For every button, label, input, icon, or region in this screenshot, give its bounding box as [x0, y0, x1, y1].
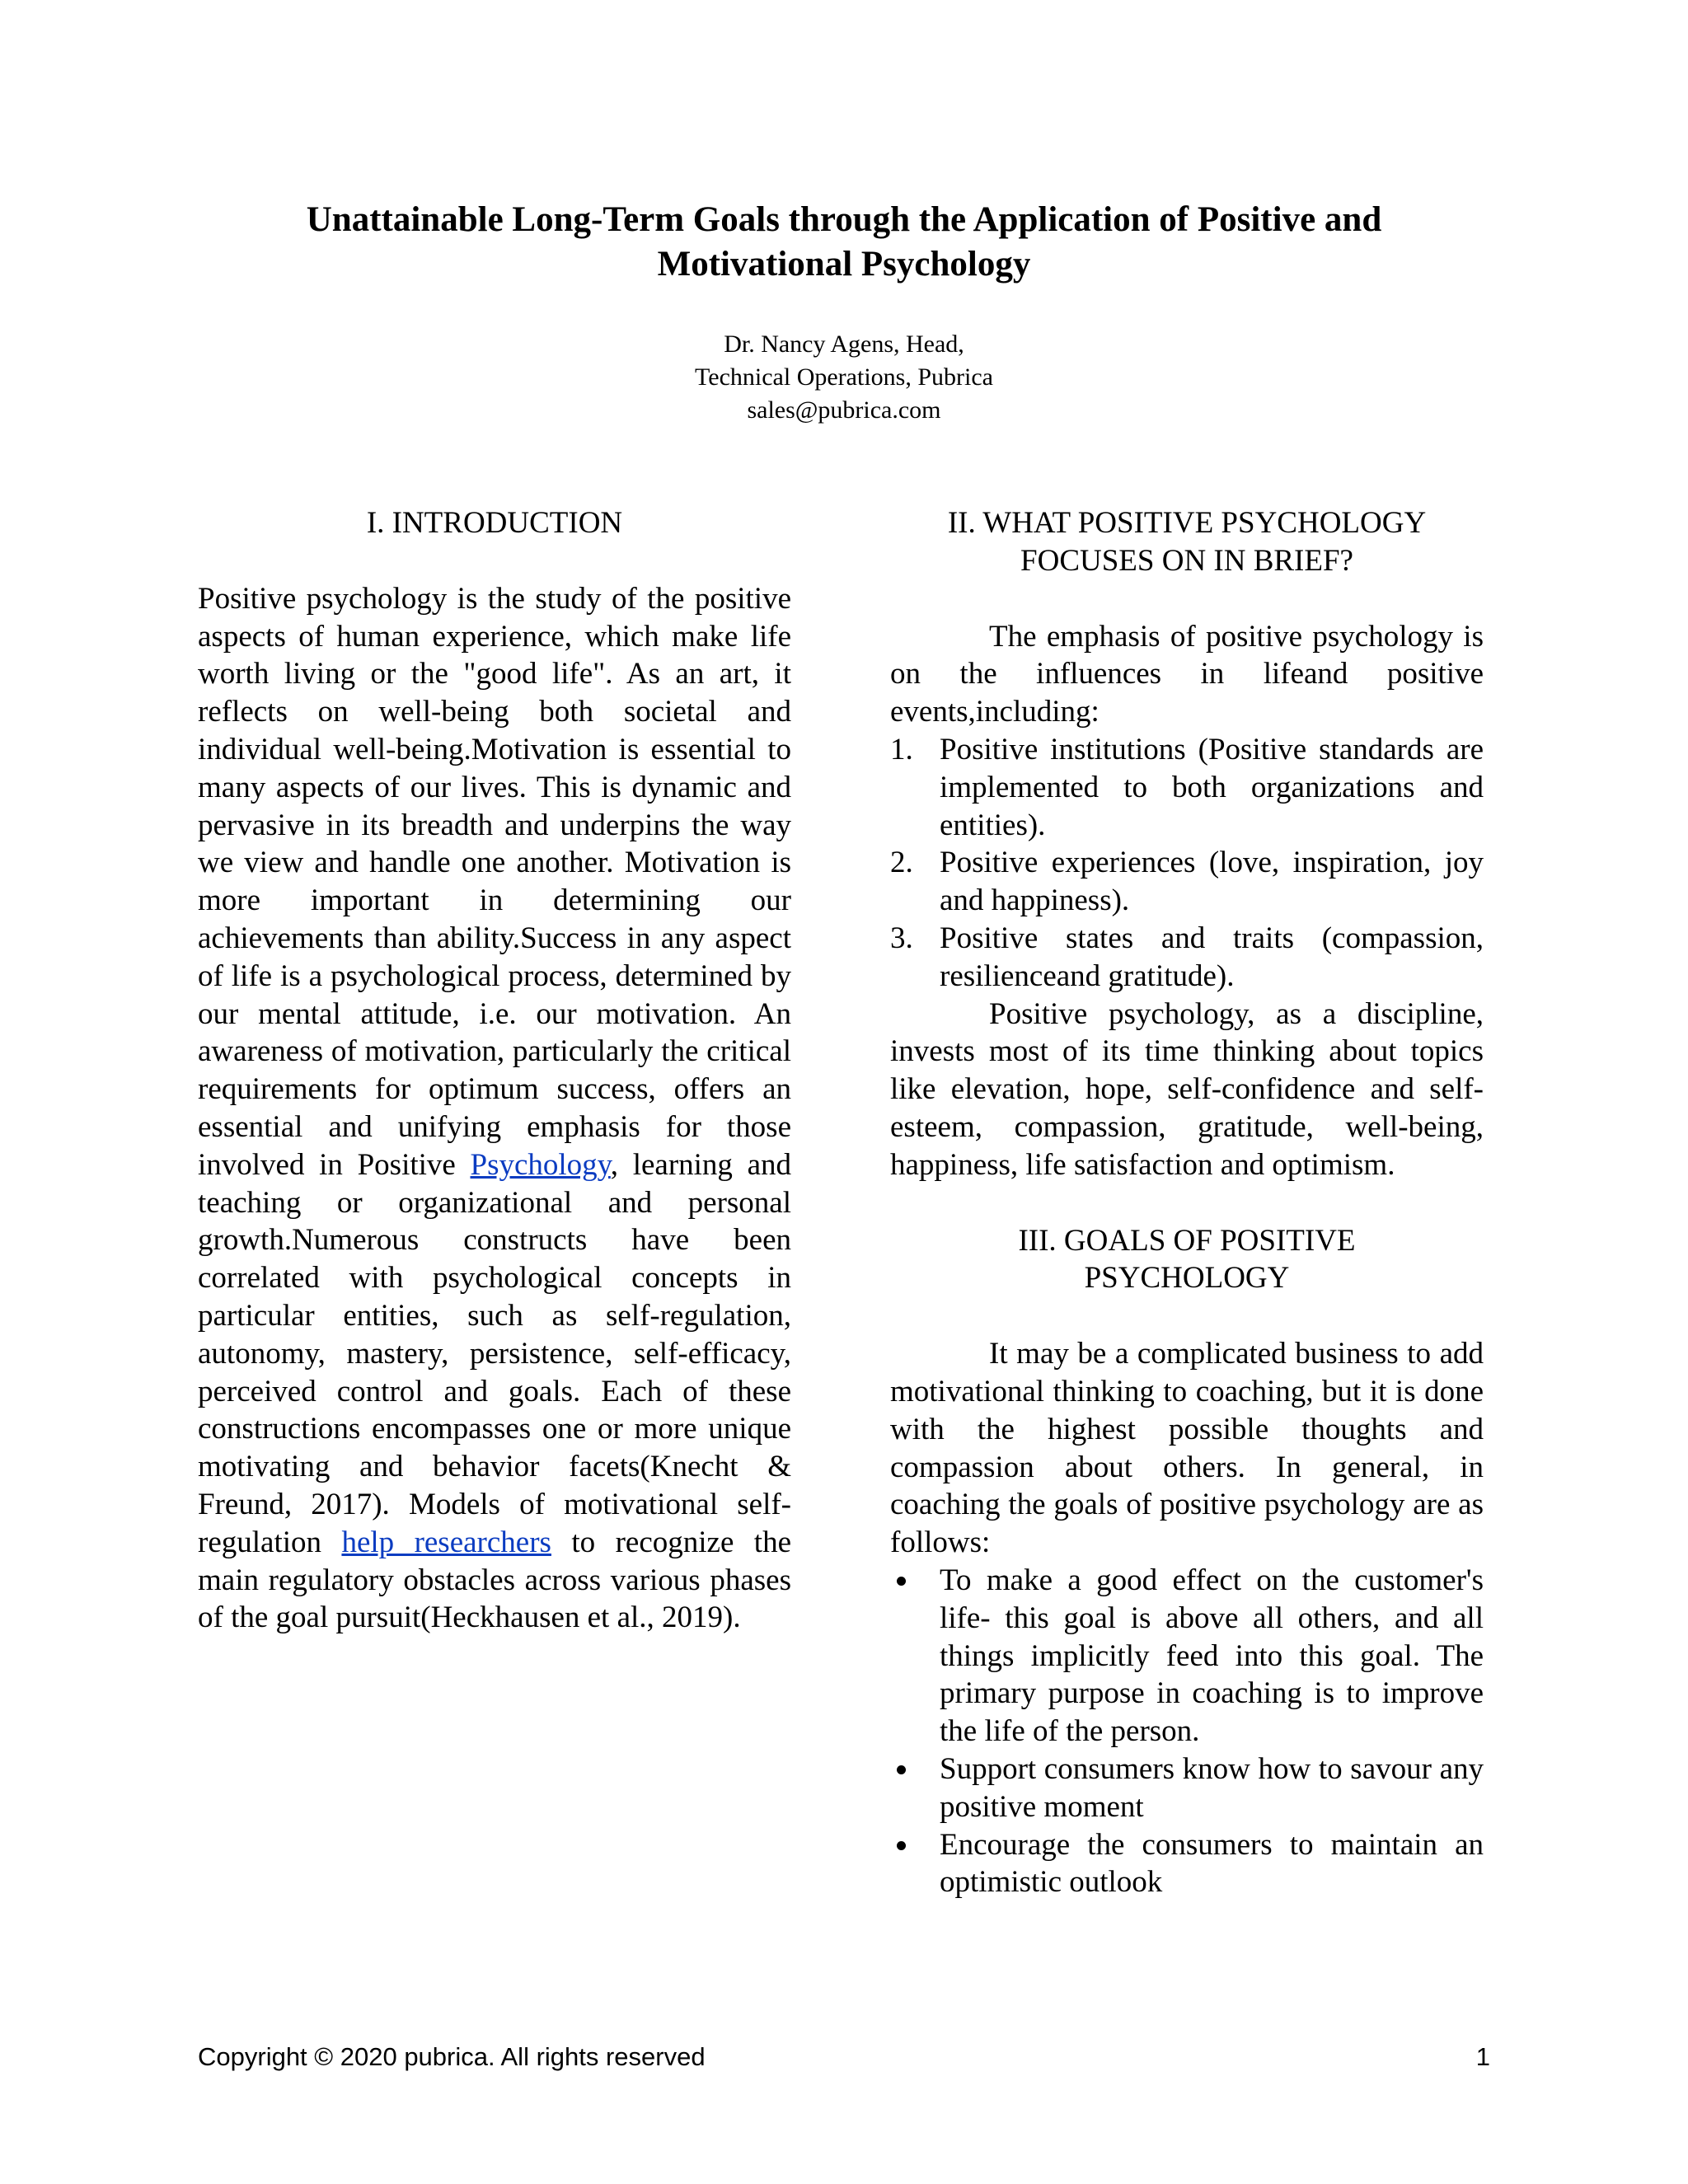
author-affiliation: Technical Operations, Pubrica [695, 363, 993, 391]
author-email: sales@pubrica.com [747, 396, 941, 424]
psychology-link[interactable]: Psychology [470, 1147, 611, 1182]
copyright-notice: Copyright © 2020 pubrica. All rights reserved [198, 2042, 706, 2071]
section2-closing: Positive psychology, as a discipline, invests most of its time thinking about topics like elevation, hope, self-confidence and self-esteem, compassion, gratitude, well-being, happiness, life satisfaction and optimism. [890, 996, 1484, 1182]
section2-intro: The emphasis of positive psychology is on the influences in lifeand positive events,including: [890, 619, 1484, 729]
list-item: 1. Positive institutions (Positive standards are implemented to both organizations and entities). [890, 732, 1484, 842]
goals-list [890, 1562, 1484, 1901]
paper-title [198, 198, 1490, 287]
list-item: 2. Positive experiences (love, inspiration, joy and happiness). [890, 846, 1484, 918]
bullet-icon [897, 1841, 906, 1850]
section-heading-introduction: I. INTRODUCTION [366, 506, 623, 540]
title-line-2: Motivational Psychology [657, 245, 1031, 284]
section-heading-goals: III. GOALS OF POSITIVE PSYCHOLOGY [1018, 1223, 1356, 1296]
list-item: To make a good effect on the customer's life- this goal is above all others, and all things implicitly feed into this goal. The primary purpose in coaching is to improve the life of the person. [890, 1562, 1484, 1750]
right-column [890, 504, 1484, 1901]
left-column [198, 504, 791, 1637]
help-researchers-link[interactable]: help researchers [341, 1525, 551, 1559]
list-item: Encourage the consumers to maintain an optimistic outlook [890, 1826, 1484, 1902]
author-name: Dr. Nancy Agens, Head, [724, 330, 964, 358]
list-item: 3. Positive states and traits (compassion, resilienceand gratitude). [890, 921, 1484, 993]
section3-intro: It may be a complicated business to add motivational thinking to coaching, but it is done with the highest possible thoughts and compassion about others. In general, in coaching the goals of positive psychology are as follows: [890, 1337, 1484, 1560]
page-footer [198, 2039, 1490, 2075]
title-line-1: Unattainable Long-Term Goals through the Application of Positive and [306, 200, 1382, 239]
page-number: 1 [1475, 2042, 1490, 2071]
focus-list [890, 731, 1484, 996]
bullet-icon [897, 1577, 906, 1586]
author-block [495, 328, 1193, 427]
bullet-icon [897, 1765, 906, 1774]
section-heading-positive-psychology-focus: II. WHAT POSITIVE PSYCHOLOGY FOCUSES ON IN BRIEF? [947, 506, 1427, 578]
list-item: Support consumers know how to savour any positive moment [890, 1750, 1484, 1826]
introduction-paragraph: Positive psychology is the study of the positive aspects of human experience, which make life worth living or the "good life". As an art, it reflects on well-being both societal and individual well-being.Motivation is essential to many aspects of our lives. This is dynamic and pervasive in its breadth and underpins the way we view and handle one another. Motivation is more important in determining our achievements than ability.Success in any aspect of life is a psychological process, determined by our mental attitude, i.e. our motivation. An awareness of motivation, particularly the critical requirements for optimum success, offers an essential and unifying emphasis for those involved in Positive Psychology, learning and teaching or organizational and personal growth.Numerous constructs have been correlated with psychological concepts in particular entities, such as self-regulation, autonomy, mastery, persistence, self-efficacy, perceived control and goals. Each of these constructions encompasses one or more unique motivating and behavior facets(Knecht & Freund, 2017). Models of motivational self-regulation help researchers to recognize the main regulatory obstacles across various phases of the goal pursuit(Heckhausen et al., 2019). [198, 581, 792, 1635]
